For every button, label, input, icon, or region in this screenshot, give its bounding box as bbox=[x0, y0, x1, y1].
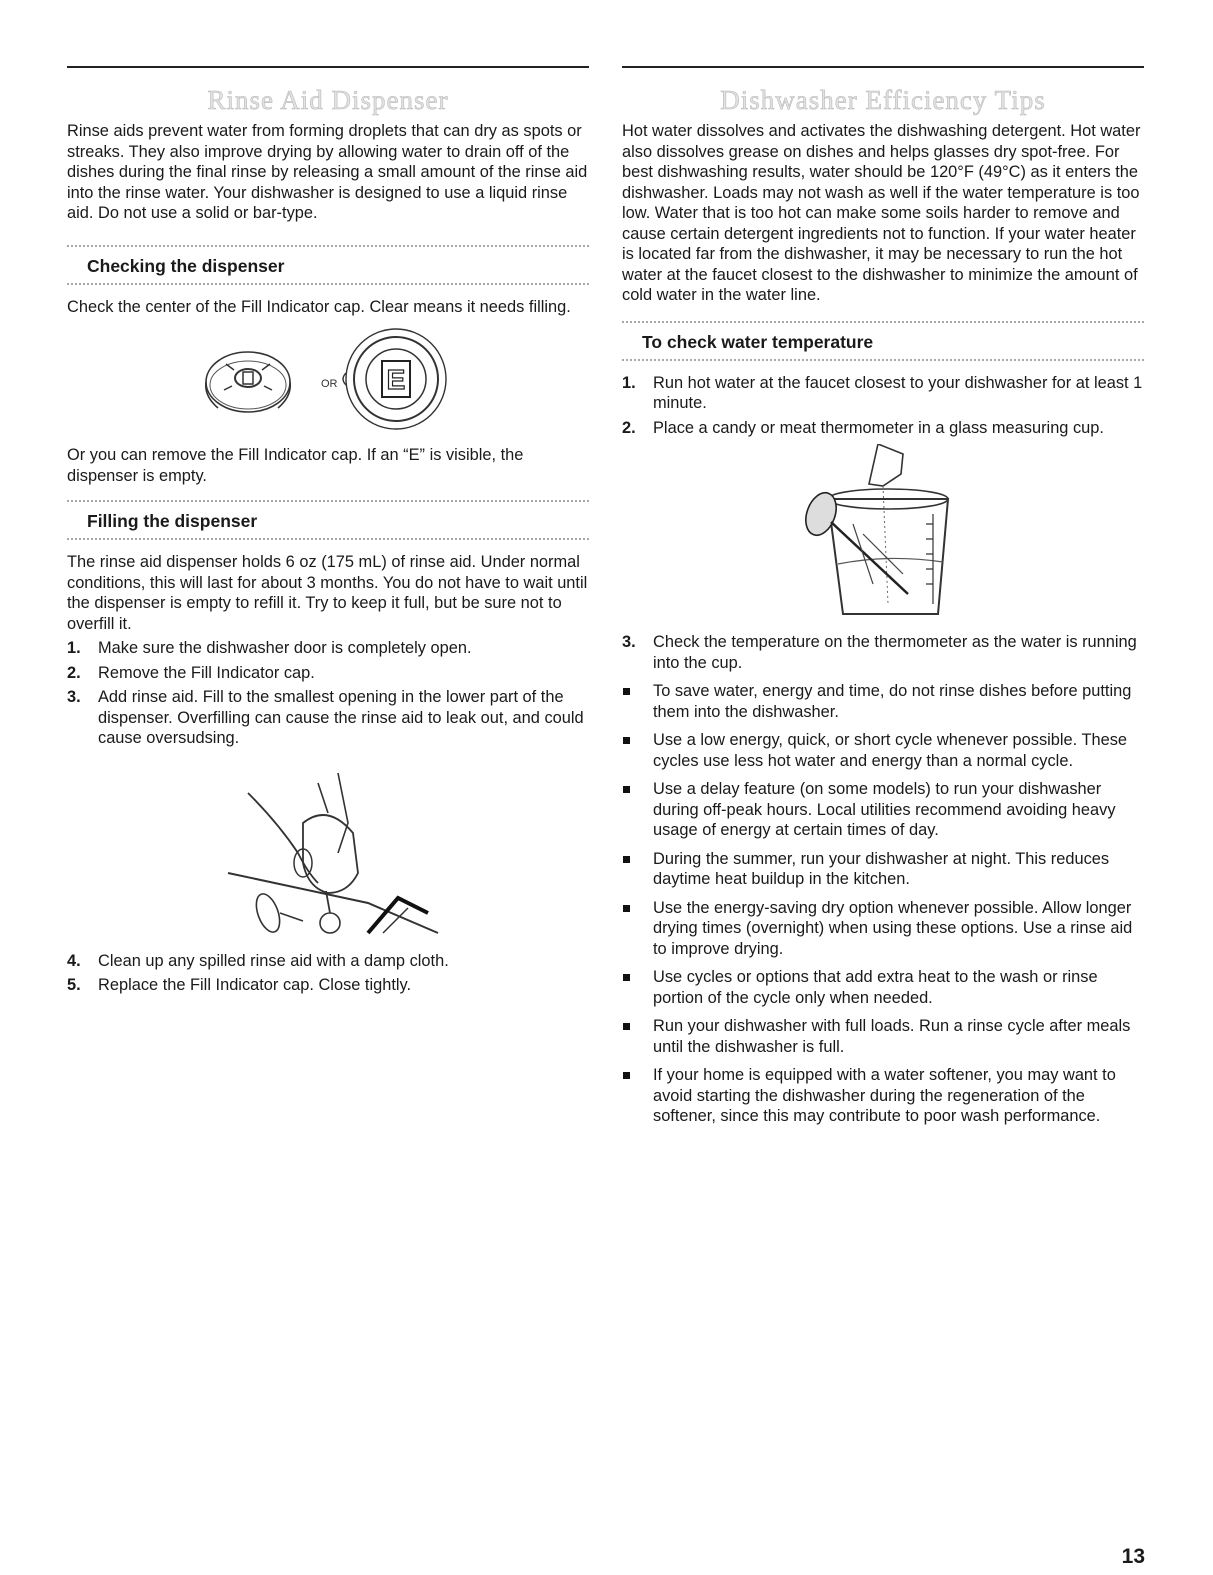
efficiency-tips-list bbox=[622, 681, 1144, 1127]
list-item: Use a low energy, quick, or short cycle whenever possible. These cycles use less hot water and energy than a normal cycle. bbox=[622, 730, 1144, 771]
divider bbox=[622, 359, 1144, 361]
list-item: To save water, energy and time, do not rinse dishes before putting them into the dishwasher. bbox=[622, 681, 1144, 722]
filling-text: The rinse aid dispenser holds 6 oz (175 mL) of rinse aid. Under normal conditions, this will last for about 3 months. You do not have to wait until the dispenser is empty to refill it. Try to keep it full, but be sure not to overfill it. bbox=[67, 553, 588, 633]
right-column bbox=[622, 66, 1144, 1135]
section-title-rinse-aid: Rinse Aid Dispenser bbox=[207, 85, 449, 115]
divider bbox=[67, 500, 589, 502]
page-number: 13 bbox=[1121, 1545, 1145, 1568]
list-item: 4. Clean up any spilled rinse aid with a damp cloth. bbox=[67, 951, 449, 970]
filling-steps-continued bbox=[67, 951, 589, 996]
filling-steps bbox=[67, 638, 589, 749]
cap-top-view-icon bbox=[206, 352, 291, 412]
list-item: 5. Replace the Fill Indicator cap. Close tightly. bbox=[67, 976, 412, 994]
divider bbox=[67, 283, 589, 285]
list-item: 2. Place a candy or meat thermometer in a glass measuring cup. bbox=[622, 418, 1104, 437]
checking-text-2: Or you can remove the Fill Indicator cap. If an “E” is visible, the dispenser is empty. bbox=[67, 446, 524, 485]
or-label: OR bbox=[321, 378, 338, 390]
list-item: Run your dishwasher with full loads. Run a rinse cycle after meals until the dishwasher is full. bbox=[622, 1016, 1144, 1057]
list-item: 2. Remove the Fill Indicator cap. bbox=[67, 663, 315, 682]
list-item: If your home is equipped with a water softener, you may want to avoid starting the dishwasher during the regeneration of the softener, since this may contribute to poor wash performance. bbox=[622, 1065, 1144, 1127]
filling-figure bbox=[67, 763, 589, 943]
list-item: 1. Run hot water at the faucet closest to your dishwasher for at least 1 minute. bbox=[622, 373, 1143, 412]
list-item: During the summer, run your dishwasher at night. This reduces daytime heat buildup in the kitchen. bbox=[622, 849, 1144, 890]
divider bbox=[67, 538, 589, 540]
list-item: Use a delay feature (on some models) to run your dishwasher during off-peak hours. Local utilities recommend avoiding heavy usage of energy at certain times of day. bbox=[622, 779, 1144, 841]
divider bbox=[622, 321, 1144, 323]
check-temp-heading: To check water temperature bbox=[642, 331, 874, 352]
thermometer-figure bbox=[622, 444, 1144, 624]
rinse-aid-intro: Rinse aids prevent water from forming droplets that can dry as spots or streaks. They also improve drying by allowing water to drain off of the dishes during the final rinse by releasing a small amount of the rinse aid into the rinse water. Your dishwasher is designed to use a liquid rinse aid. Do not use a solid or bar-type. bbox=[67, 122, 588, 222]
checking-heading: Checking the dispenser bbox=[87, 255, 285, 276]
e-label: E bbox=[386, 364, 406, 395]
section-title-efficiency-tips: Dishwasher Efficiency Tips bbox=[720, 85, 1046, 115]
check-temp-step-3 bbox=[622, 632, 1144, 673]
list-item: 3. Check the temperature on the thermometer as the water is running into the cup. bbox=[622, 633, 1137, 672]
fill-indicator-cap-figure bbox=[67, 327, 589, 437]
divider bbox=[67, 245, 589, 247]
cap-empty-e-icon bbox=[343, 329, 446, 429]
fill-indicator-cap-illustration bbox=[178, 327, 478, 437]
top-rule bbox=[67, 66, 589, 68]
filling-heading: Filling the dispenser bbox=[87, 511, 258, 531]
list-item: 1. Make sure the dishwasher door is completely open. bbox=[67, 639, 472, 657]
left-column bbox=[67, 66, 589, 1000]
checking-text-1: Check the center of the Fill Indicator cap. Clear means it needs filling. bbox=[67, 297, 571, 316]
measuring-cup-thermometer-illustration bbox=[783, 444, 983, 624]
top-rule bbox=[622, 66, 1144, 68]
rinse-aid-bottle-pouring-illustration bbox=[208, 763, 448, 943]
list-item: Use cycles or options that add extra heat to the wash or rinse portion of the cycle only when needed. bbox=[622, 967, 1144, 1008]
list-item: Use the energy-saving dry option whenever possible. Allow longer drying times (overnight) when using these options. Use a rinse aid to improve drying. bbox=[622, 898, 1144, 960]
list-item: 3. Add rinse aid. Fill to the smallest opening in the lower part of the dispenser. Overfilling can cause the rinse aid to leak out, and could cause oversudsing. bbox=[67, 688, 584, 747]
check-temp-steps bbox=[622, 373, 1144, 439]
efficiency-intro: Hot water dissolves and activates the dishwashing detergent. Hot water also dissolves grease on dishes and helps glasses dry spot-free. For best dishwashing results, water should be 120°F (49°C) as it enters the dishwasher. Loads may not wash as well if the water temperature is too low. Water that is too hot can make some soils harder to remove and cause certain detergent ingredients not to function. If your water heater is located far from the dishwasher, it may be necessary to run the hot water at the faucet closest to the dishwasher to minimize the amount of cold water in the water line. bbox=[622, 122, 1141, 304]
